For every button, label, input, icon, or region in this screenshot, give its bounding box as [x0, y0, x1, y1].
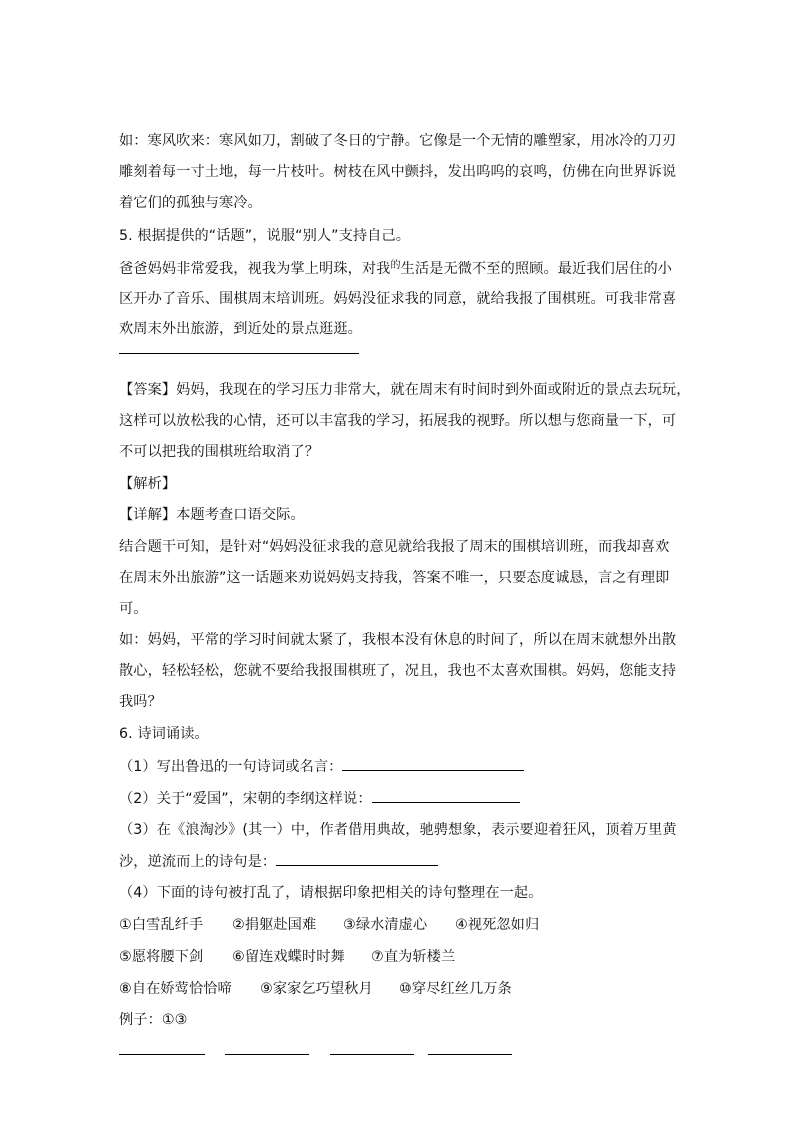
poem-option: ③绿水清虚心 [343, 917, 428, 933]
answer-blank-line[interactable] [225, 1054, 309, 1055]
answer-line: 这样可以放松我的心情，还可以丰富我的学习，拓展我的视野。所以想与您商量一下，可 [119, 413, 677, 429]
poem-option: ⑧自在娇莺恰恰啼 [119, 981, 232, 997]
text-line: 如：寒风吹来：寒风如刀，割破了冬日的宁静。它像是一个无情的雕塑家，用冰冷的刀刃 [119, 133, 677, 149]
passage-text: 爸爸妈妈非常爱我，视我为掌上明珠，对我 [119, 261, 391, 277]
poem-option: ⑩穿尽红丝几万条 [399, 981, 512, 997]
poem-option: ①白雪乱纤手 [119, 917, 204, 933]
poem-option: ⑤愿将腰下剑 [119, 949, 204, 965]
answer-blank-line[interactable] [330, 1054, 414, 1055]
analysis-line: 结合题干可知，是针对“妈妈没征求我的意见就给我报了周末的围棋培训班，而我却喜欢 [119, 539, 670, 555]
fill-in-blank[interactable] [342, 756, 524, 771]
question-6-2 [119, 788, 520, 809]
answer-line: 【答案】妈妈，我现在的学习压力非常大，就在周末有时间时到外面或附近的景点去玩玩， [119, 382, 691, 398]
answer-line: 不可以把我的围棋班给取消了？ [119, 444, 320, 460]
fill-in-blank[interactable] [372, 788, 520, 803]
answer-blank-line [119, 353, 359, 354]
passage-text: 生活是无微不至的照顾。最近我们居住的小 [400, 261, 673, 277]
question-6-1 [119, 756, 524, 777]
fill-in-blank[interactable] [276, 851, 438, 866]
poem-option: ④视死忽如归 [455, 917, 540, 933]
question-6-title: 6. 诗词诵读。 [119, 726, 209, 742]
question-6-3-cont [119, 851, 438, 872]
answer-blank-line[interactable] [428, 1054, 512, 1055]
poem-option: ⑥留连戏蝶时时舞 [232, 949, 345, 965]
answer-blank-line[interactable] [119, 1054, 205, 1055]
question-5-passage-line [119, 259, 672, 281]
question-text: （1）写出鲁迅的一句诗词或名言： [119, 759, 343, 775]
poem-option: ⑦直为斩楼兰 [371, 949, 456, 965]
analysis-line: 在周末外出旅游”这一话题来劝说妈妈支持我，答案不唯一，只要态度诚恳，言之有理即 [119, 570, 670, 586]
example-line: 如：妈妈，平常的学习时间就太紧了，我根本没有休息的时间了，所以在周末就想外出散 [119, 632, 677, 648]
superscript-char: 的 [390, 260, 401, 271]
example-answer: 例子：①③ [119, 1012, 188, 1028]
question-text: 沙，逆流而上的诗句是： [119, 854, 277, 870]
question-5-passage-line: 区开办了音乐、围棋周末培训班。妈妈没征求我的同意，就给我报了围棋班。可我非常喜 [119, 291, 677, 307]
poem-option: ⑨家家乞巧望秋月 [260, 981, 373, 997]
example-line: 散心，轻松轻松，您就不要给我报围棋班了，况且，我也不太喜欢围棋。妈妈，您能支持 [119, 663, 677, 679]
question-6-4: （4）下面的诗句被打乱了，请根据印象把相关的诗句整理在一起。 [119, 885, 543, 901]
question-6-3: （3）在《浪淘沙》(其一）中，作者借用典故，驰骋想象，表示要迎着狂风，顶着万里黄 [119, 822, 677, 838]
text-line: 雕刻着每一寸土地，每一片枝叶。树枝在风中颤抖，发出呜呜的哀鸣，仿佛在向世界诉说 [119, 164, 677, 180]
question-5-title: 5. 根据提供的“话题”，说服“别人”支持自己。 [119, 228, 411, 244]
analysis-line: 可。 [119, 601, 148, 617]
question-text: （2）关于“爱国”，宋朝的李纲这样说： [119, 791, 372, 807]
question-5-passage-line: 欢周末外出旅游，到近处的景点逛逛。 [119, 321, 362, 337]
text-line: 着它们的孤独与寒冷。 [119, 195, 262, 211]
detail-heading: 【详解】本题考查口语交际。 [119, 507, 305, 523]
analysis-heading: 【解析】 [119, 476, 177, 492]
poem-option: ②捐躯赴国难 [232, 917, 317, 933]
example-line: 我吗？ [119, 694, 162, 710]
